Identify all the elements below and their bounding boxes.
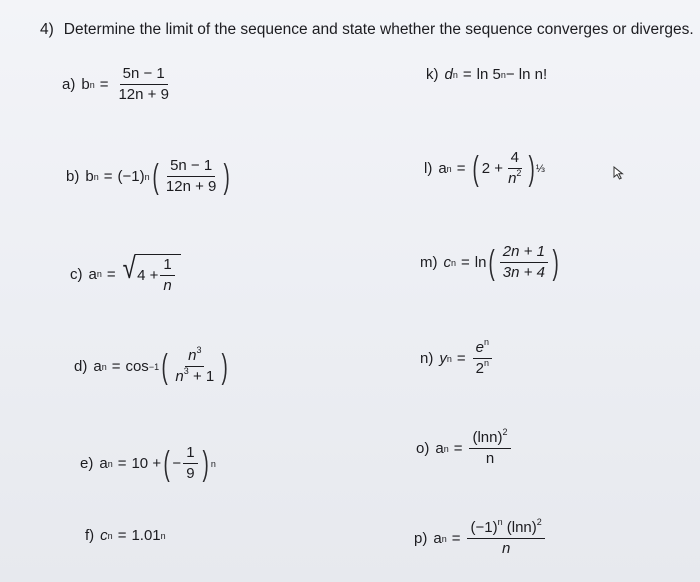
left-paren: (: [161, 347, 168, 386]
fraction: [500, 244, 548, 281]
numerator: [469, 427, 510, 449]
item-o: o) a n = $\frac{(\ln n)^2}{n}$: [416, 430, 513, 467]
denominator: [473, 359, 492, 377]
variable: a: [438, 160, 447, 177]
exponent: 2: [502, 427, 508, 437]
log-term: ln 5: [476, 66, 501, 83]
item-f: f) c n = 1.01 n: [85, 527, 166, 544]
denominator: 9: [186, 465, 195, 482]
fraction: [115, 66, 171, 103]
sign-factor: (−1): [117, 168, 145, 185]
variable: a: [433, 530, 442, 547]
variable: c: [100, 527, 108, 544]
constant-term: 2 +: [481, 160, 504, 177]
right-paren: ): [221, 347, 228, 386]
fraction: [160, 257, 174, 294]
variable: b: [85, 168, 94, 185]
equals-sign: =: [451, 530, 461, 547]
sign-factor: (−1): [470, 519, 498, 536]
item-label: f): [85, 527, 95, 544]
denominator: 3n + 4: [502, 264, 545, 281]
denominator: n: [163, 277, 172, 294]
radical-sign: √: [122, 252, 136, 285]
equals-sign: =: [453, 440, 463, 457]
problem-heading: [40, 21, 694, 39]
item-label: a): [62, 76, 76, 93]
log-factorial-term: − ln n!: [505, 66, 548, 83]
exponent: 3: [183, 366, 189, 376]
fraction: [172, 345, 217, 385]
base: 1.01: [131, 527, 161, 544]
equals-sign: =: [456, 350, 466, 367]
right-paren: ): [223, 157, 231, 196]
item-label: c): [70, 265, 83, 283]
denominator-base: n: [175, 368, 184, 385]
fraction: [469, 427, 510, 467]
variable: y: [439, 350, 447, 367]
log-factor: (lnn): [506, 519, 537, 536]
item-l: l) a n = ( 2 + $\frac{4}{n^2}$ ) ⅓: [424, 149, 545, 188]
exponent: n: [497, 517, 503, 527]
fraction: [505, 150, 524, 187]
equals-sign: =: [99, 76, 109, 93]
numerator: [473, 337, 492, 359]
function-name: cos: [125, 358, 149, 375]
item-n: n) y n = $\frac{e^n}{2^n}$: [420, 340, 494, 377]
right-paren: ): [528, 149, 536, 188]
denominator: 12n + 9: [118, 86, 169, 103]
denominator: n: [485, 450, 495, 467]
radicand: [135, 254, 181, 294]
fraction: [183, 445, 197, 482]
problem-number: 4): [40, 21, 54, 38]
exponent: n: [483, 358, 489, 368]
equals-sign: =: [461, 254, 470, 271]
variable: a: [93, 358, 102, 375]
equals-sign: =: [462, 66, 472, 83]
item-a: a) b n = $\frac{5n - 1}{12n + 9}$: [62, 66, 174, 103]
equals-sign: =: [106, 265, 116, 283]
equals-sign: =: [456, 160, 466, 177]
numerator-base: e: [475, 339, 484, 356]
exponent: 2: [516, 168, 522, 178]
variable: a: [88, 265, 97, 283]
numerator: 5n − 1: [120, 66, 168, 85]
equals-sign: =: [117, 527, 127, 544]
numerator-base: n: [188, 347, 197, 364]
exponent: 3: [196, 345, 202, 355]
right-paren: ): [202, 444, 209, 483]
left-paren: (: [473, 149, 480, 188]
constant-term: 10 +: [131, 455, 162, 472]
item-m: m) c n = ln ( $\frac{2n + 1}{3n + 4}$ ): [420, 243, 559, 282]
problem-instructions: Determine the limit of the sequence and state whether the sequence converges or diverges.: [63, 21, 694, 38]
equals-sign: =: [111, 358, 121, 375]
fraction: [163, 158, 219, 195]
item-label: m): [420, 254, 438, 271]
item-label: d): [74, 358, 88, 375]
item-d: d) a n = cos −1 ( $\frac{n^3}{n^3 + 1}$ ): [74, 345, 228, 386]
variable: d: [444, 66, 453, 83]
exponent: 2: [536, 517, 542, 527]
fraction: [473, 337, 492, 377]
fraction: [467, 517, 544, 557]
numerator: 5n − 1: [167, 158, 215, 177]
numerator: [185, 345, 204, 367]
denominator-base: n: [508, 170, 517, 187]
pointer-cursor-icon: [612, 166, 626, 180]
denominator-base: 2: [475, 360, 484, 377]
item-label: b): [66, 168, 80, 185]
right-paren: ): [552, 243, 559, 282]
item-k: k) d n = ln 5 n − ln n!: [426, 66, 548, 83]
numerator: [467, 517, 544, 539]
negative-sign: −: [172, 455, 182, 472]
numerator: 4: [508, 150, 522, 169]
item-label: n): [420, 350, 434, 367]
denominator: [172, 367, 217, 385]
denominator: n: [501, 540, 511, 557]
numerator-base: (lnn): [472, 429, 503, 446]
item-label: e): [80, 455, 94, 472]
item-e: e) a n = 10 + ( − $\frac{1}{9}$ ) n: [80, 444, 216, 483]
radicand-constant: 4 +: [137, 267, 159, 284]
numerator: 1: [183, 445, 197, 464]
item-c: c) a n = √ 4 + $\frac{1}{n}$: [70, 254, 181, 294]
variable: a: [435, 440, 444, 457]
exponent: n: [483, 337, 489, 347]
item-p: p) a n = $\frac{(-1)^n (\ln n)^2}{n}$: [414, 520, 547, 557]
item-label: p): [414, 530, 428, 547]
left-paren: (: [152, 157, 159, 196]
denominator-tail: + 1: [192, 368, 215, 385]
exponent: ⅓: [535, 162, 545, 175]
function-name: ln: [474, 254, 487, 271]
equals-sign: =: [103, 168, 113, 185]
variable: b: [81, 76, 90, 93]
left-paren: (: [489, 243, 496, 282]
variable: c: [443, 254, 451, 271]
item-label: k): [426, 66, 439, 83]
equals-sign: =: [117, 455, 127, 472]
variable: a: [99, 455, 108, 472]
numerator: 2n + 1: [500, 244, 548, 263]
item-label: o): [416, 440, 430, 457]
denominator: [505, 169, 524, 187]
square-root: [121, 254, 181, 294]
left-paren: (: [163, 444, 170, 483]
item-b: b) b n = (−1) n ( $\frac{5n - 1}{12n + 9}$ ): [66, 157, 231, 196]
denominator: 12n + 9: [165, 178, 217, 195]
item-label: l): [424, 160, 433, 177]
numerator: 1: [160, 257, 174, 276]
